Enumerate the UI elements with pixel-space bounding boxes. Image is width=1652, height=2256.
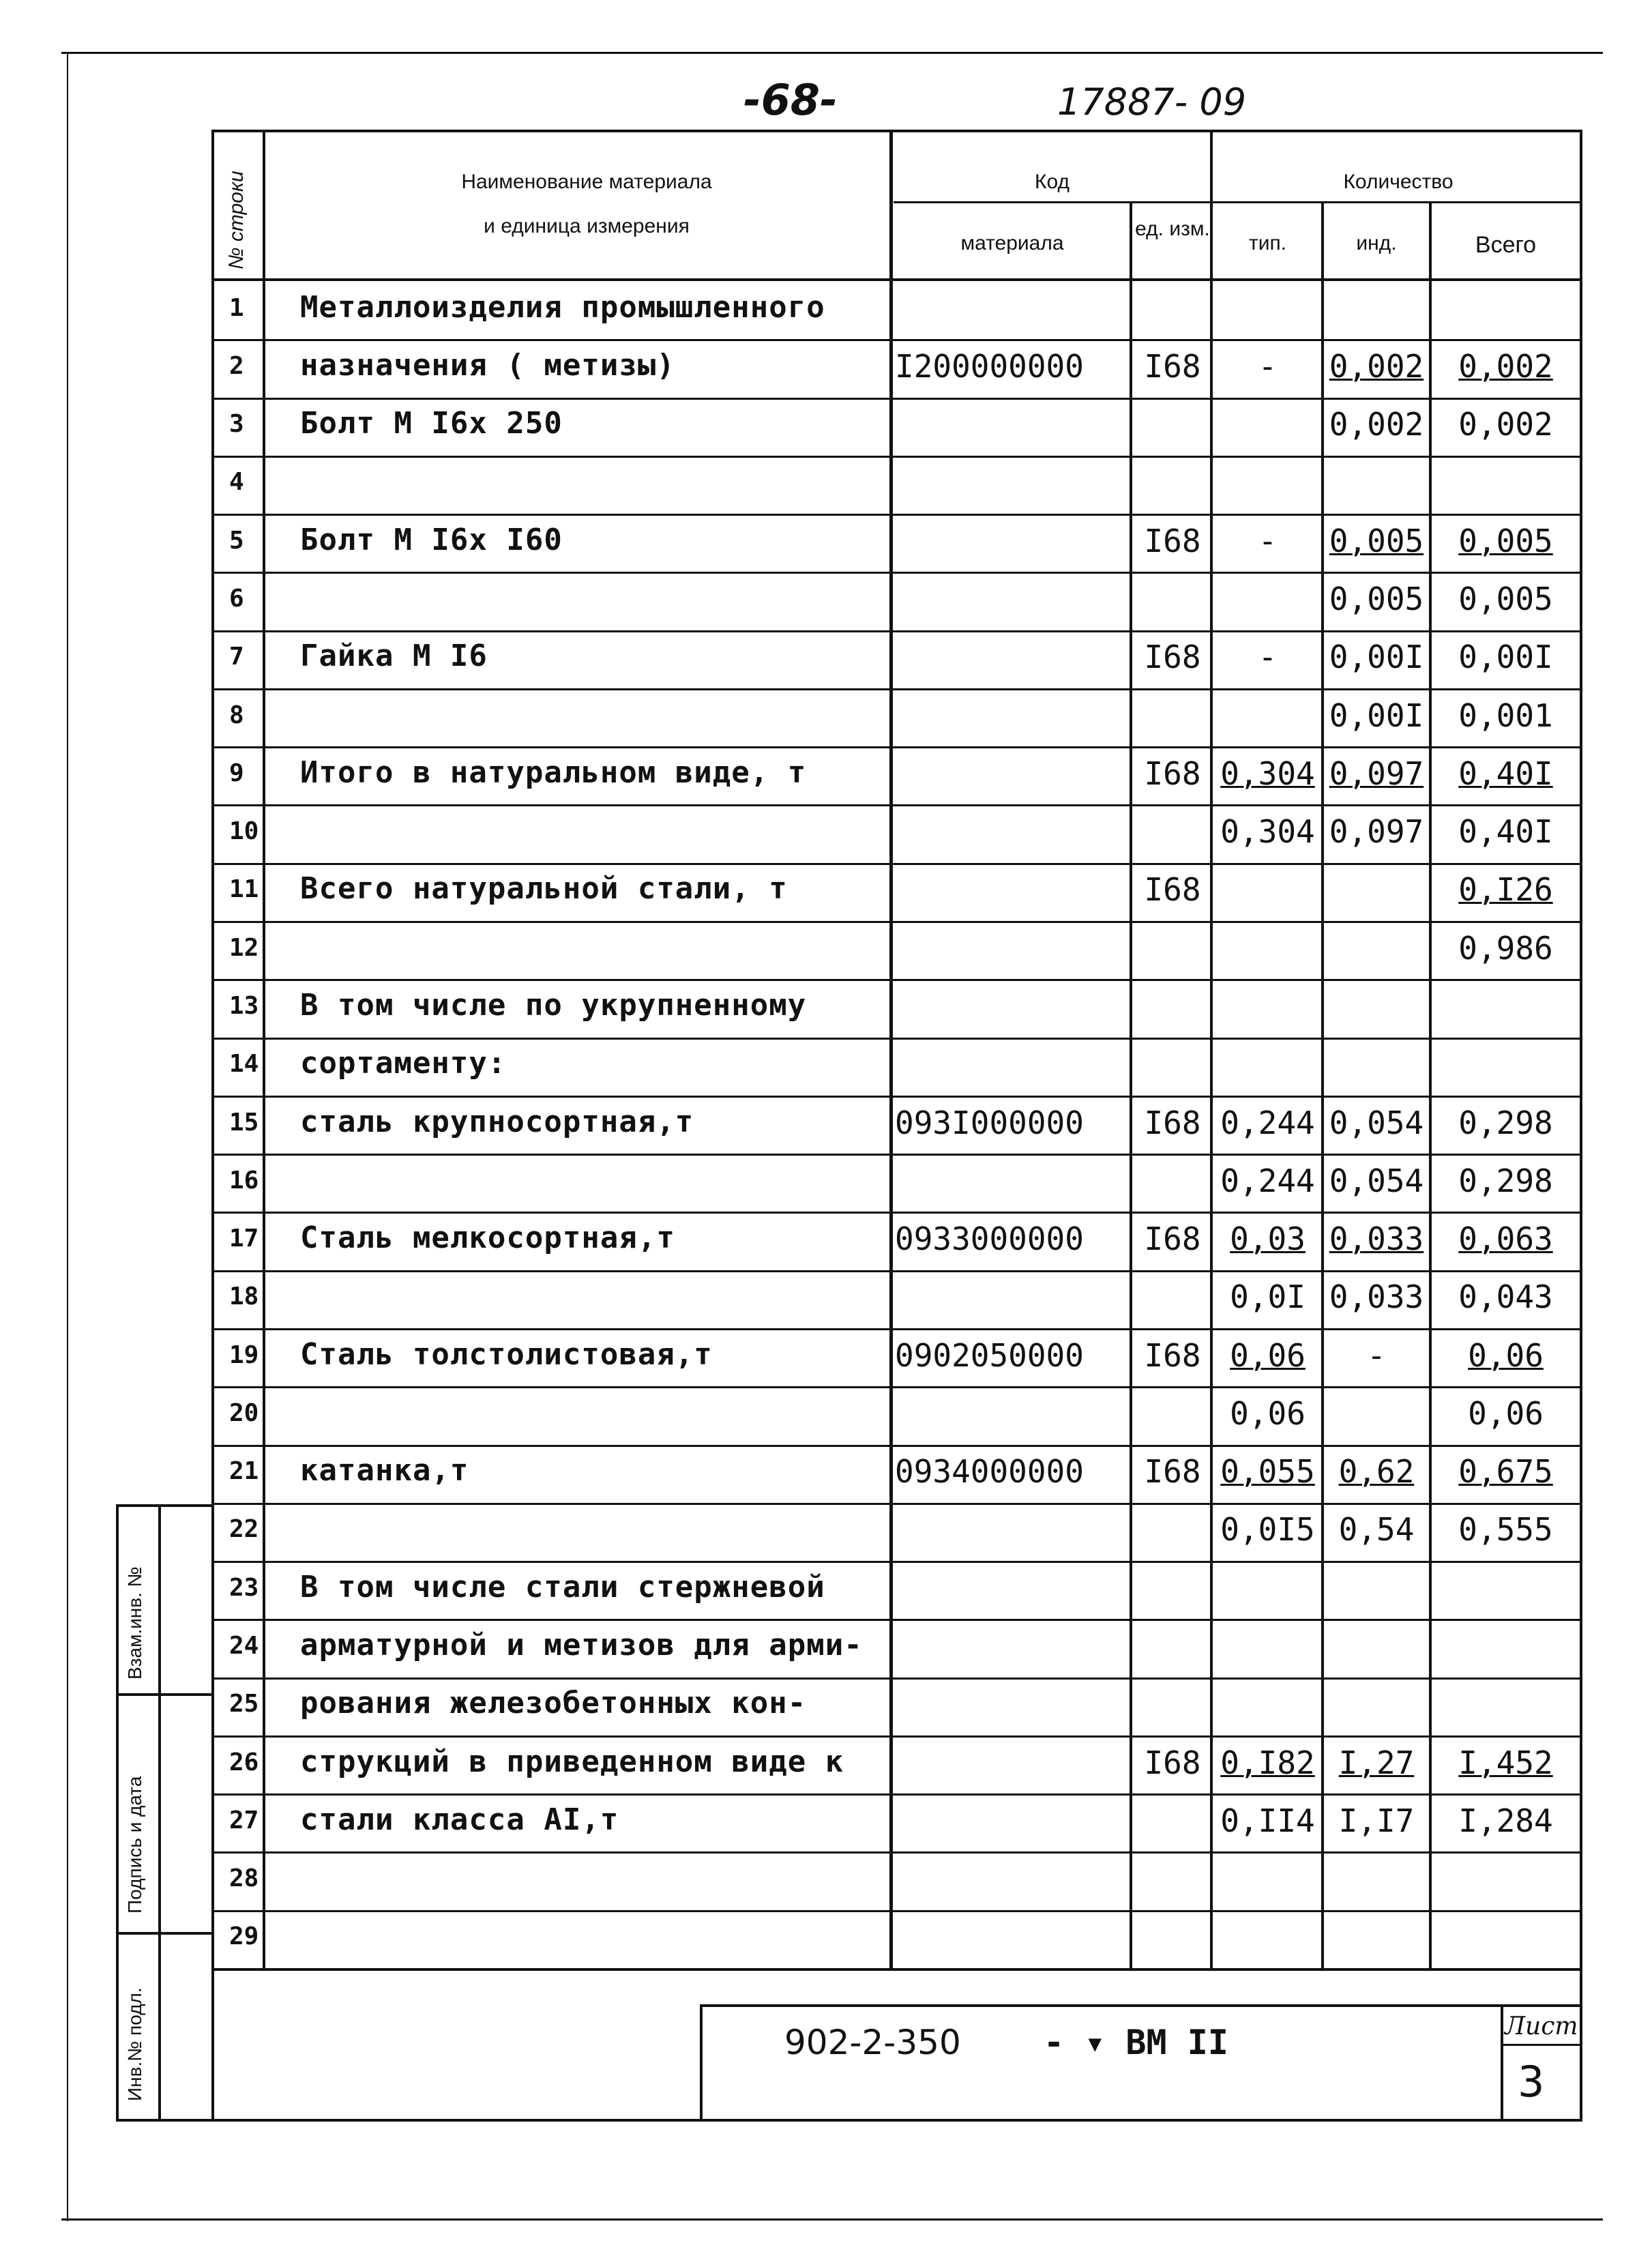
row-number: 5 — [229, 527, 244, 555]
qty-ind: 0,005 — [1329, 581, 1424, 617]
row-number: 12 — [229, 934, 259, 962]
qty-typ: 0,II4 — [1220, 1802, 1315, 1839]
row-separator — [211, 1154, 1582, 1156]
qty-typ: 0,03 — [1230, 1220, 1306, 1257]
row-number: 14 — [229, 1050, 259, 1078]
header-typ: тип. — [1248, 232, 1287, 254]
qty-typ: - — [1258, 639, 1278, 675]
stamp-doc-suffix: - ▾ ВМ II — [1044, 2023, 1228, 2062]
material-code: 0933000000 — [895, 1220, 1084, 1257]
row-number: 18 — [229, 1283, 259, 1310]
stamp-sheet-label: Лист — [1505, 2012, 1578, 2040]
qty-ind: 0,097 — [1329, 755, 1424, 792]
qty-total: 0,002 — [1458, 406, 1553, 443]
row-number: 16 — [229, 1167, 259, 1195]
row-number: 13 — [229, 992, 259, 1020]
row-separator — [211, 514, 1582, 516]
material-name: Металлоизделия промышленного — [300, 290, 825, 325]
row-number: 26 — [229, 1748, 259, 1776]
row-number: 29 — [229, 1922, 259, 1950]
row-separator — [211, 1561, 1582, 1563]
row-separator — [211, 1678, 1582, 1680]
row-separator — [211, 1445, 1582, 1447]
header-material: материала — [960, 232, 1064, 254]
material-code: I200000000 — [895, 348, 1084, 385]
qty-typ: 0,0I — [1230, 1278, 1306, 1315]
row-number: 7 — [229, 643, 244, 671]
row-separator — [211, 688, 1582, 690]
row-number: 1 — [229, 294, 244, 322]
header-ind: инд. — [1356, 232, 1397, 254]
row-separator — [211, 1851, 1582, 1854]
material-name: В том числе по укрупненному — [300, 988, 807, 1023]
unit-code: I68 — [1144, 523, 1201, 559]
header-row-number: № строки — [225, 171, 248, 269]
unit-code: I68 — [1144, 871, 1201, 908]
row-number: 23 — [229, 1574, 259, 1602]
row-separator — [211, 746, 1582, 748]
side-label-inv-podl: Инв.№ подл. — [124, 1987, 145, 2101]
qty-typ: 0,0I5 — [1220, 1511, 1315, 1548]
material-code: 0934000000 — [895, 1453, 1084, 1490]
qty-total: I,284 — [1458, 1802, 1553, 1839]
material-name: катанка,т — [300, 1453, 469, 1488]
page-number: -68- — [743, 75, 838, 125]
document-number: 17887- 09 — [1057, 80, 1247, 123]
row-separator — [211, 1503, 1582, 1505]
row-number: 10 — [229, 817, 259, 845]
qty-ind: 0,097 — [1329, 813, 1424, 850]
qty-ind: 0,054 — [1329, 1104, 1424, 1141]
material-name: Сталь толстолистовая,т — [300, 1337, 713, 1372]
header-name-line2: и единица измерения — [484, 215, 690, 237]
row-number: 6 — [229, 585, 244, 613]
unit-code: I68 — [1144, 1453, 1201, 1490]
row-number: 4 — [229, 468, 244, 496]
unit-code: I68 — [1144, 1220, 1201, 1257]
qty-total: 0,043 — [1458, 1278, 1553, 1315]
material-name: Всего натуральной стали, т — [300, 871, 788, 906]
unit-code: I68 — [1144, 1337, 1201, 1374]
qty-typ: 0,304 — [1220, 813, 1315, 850]
row-separator — [211, 1910, 1582, 1912]
header-quantity: Количество — [1343, 171, 1454, 193]
stamp-sheet-number: 3 — [1518, 2057, 1545, 2107]
qty-ind: 0,033 — [1329, 1220, 1424, 1257]
bottom-border-line — [61, 2218, 1603, 2221]
qty-total: 0,986 — [1458, 930, 1553, 967]
row-separator — [211, 921, 1582, 923]
qty-ind: 0,54 — [1338, 1511, 1415, 1548]
row-separator — [211, 1619, 1582, 1621]
qty-total: 0,675 — [1458, 1453, 1553, 1490]
qty-total: 0,002 — [1458, 348, 1553, 385]
row-number: 27 — [229, 1806, 259, 1834]
qty-typ: 0,244 — [1220, 1162, 1315, 1199]
qty-ind: 0,00I — [1329, 697, 1424, 734]
row-number: 11 — [229, 875, 259, 903]
qty-total: 0,555 — [1458, 1511, 1553, 1548]
stamp-doc-code: 902-2-350 — [784, 2023, 961, 2062]
row-number: 15 — [229, 1109, 259, 1137]
material-name: Сталь мелкосортная,т — [300, 1220, 675, 1255]
qty-typ: 0,06 — [1230, 1395, 1306, 1432]
qty-total: 0,40I — [1458, 755, 1553, 792]
material-code: 0902050000 — [895, 1337, 1084, 1374]
qty-total: 0,001 — [1458, 697, 1553, 734]
qty-typ: 0,06 — [1230, 1337, 1306, 1374]
header-unit: ед. изм. — [1135, 218, 1210, 240]
qty-ind: - — [1367, 1337, 1386, 1374]
qty-total: 0,I26 — [1458, 871, 1553, 908]
material-name: рования железобетонных кон- — [300, 1686, 807, 1720]
row-number: 19 — [229, 1341, 259, 1369]
unit-code: I68 — [1144, 1104, 1201, 1141]
side-label-sign-date: Подпись и дата — [124, 1776, 145, 1914]
qty-total: 0,06 — [1468, 1337, 1544, 1374]
qty-typ: - — [1258, 348, 1278, 385]
row-separator — [211, 456, 1582, 458]
row-separator — [211, 1096, 1582, 1098]
row-separator — [211, 630, 1582, 632]
qty-typ: 0,I82 — [1220, 1744, 1315, 1781]
row-separator — [211, 863, 1582, 865]
qty-total: 0,298 — [1458, 1162, 1553, 1199]
qty-ind: 0,054 — [1329, 1162, 1424, 1199]
header-name-line1: Наименование материала — [461, 171, 712, 193]
qty-ind: 0,005 — [1329, 523, 1424, 559]
row-separator — [211, 339, 1582, 341]
header-total: Всего — [1475, 232, 1537, 258]
qty-ind: 0,002 — [1329, 348, 1424, 385]
row-separator — [211, 1212, 1582, 1214]
top-border-line — [61, 52, 1603, 54]
row-number: 17 — [229, 1225, 259, 1252]
material-name: струкций в приведенном виде к — [300, 1744, 844, 1779]
material-name: стали класса АI,т — [300, 1802, 619, 1837]
material-name: назначения ( метизы) — [300, 348, 675, 383]
qty-total: I,452 — [1458, 1744, 1553, 1781]
qty-typ: 0,304 — [1220, 755, 1315, 792]
row-separator — [211, 804, 1582, 806]
row-number: 25 — [229, 1690, 259, 1718]
row-number: 21 — [229, 1457, 259, 1485]
material-name: Болт М I6х I60 — [300, 523, 563, 557]
qty-typ: - — [1258, 523, 1278, 559]
header-code: Код — [1034, 171, 1070, 193]
qty-total: 0,298 — [1458, 1104, 1553, 1141]
left-border-line — [67, 52, 68, 2221]
row-separator — [211, 1386, 1582, 1388]
qty-total: 0,005 — [1458, 523, 1553, 559]
row-separator — [211, 1270, 1582, 1272]
unit-code: I68 — [1144, 1744, 1201, 1781]
row-number: 9 — [229, 759, 244, 787]
qty-ind: I,27 — [1338, 1744, 1415, 1781]
row-separator — [211, 979, 1582, 981]
row-number: 8 — [229, 701, 244, 729]
qty-total: 0,40I — [1458, 813, 1553, 850]
qty-total: 0,06 — [1468, 1395, 1544, 1432]
qty-typ: 0,055 — [1220, 1453, 1315, 1490]
row-number: 22 — [229, 1515, 259, 1543]
row-separator — [211, 398, 1582, 400]
row-number: 20 — [229, 1399, 259, 1427]
row-separator — [211, 1328, 1582, 1330]
unit-code: I68 — [1144, 348, 1201, 385]
material-name: Итого в натуральном виде, т — [300, 755, 807, 790]
material-code: 093I000000 — [895, 1104, 1084, 1141]
qty-total: 0,063 — [1458, 1220, 1553, 1257]
row-number: 2 — [229, 352, 244, 380]
qty-total: 0,005 — [1458, 581, 1553, 617]
material-name: Гайка М I6 — [300, 639, 488, 673]
row-separator — [211, 1793, 1582, 1796]
qty-ind: 0,00I — [1329, 639, 1424, 675]
row-separator — [211, 1038, 1582, 1040]
material-name: сортаменту: — [300, 1046, 507, 1081]
row-number: 28 — [229, 1864, 259, 1892]
unit-code: I68 — [1144, 639, 1201, 675]
material-name: сталь крупносортная,т — [300, 1104, 694, 1139]
row-separator — [211, 1735, 1582, 1738]
row-number: 24 — [229, 1632, 259, 1660]
material-name: Болт М I6х 250 — [300, 406, 563, 441]
material-name: арматурной и метизов для арми- — [300, 1628, 863, 1662]
qty-typ: 0,244 — [1220, 1104, 1315, 1141]
row-number: 3 — [229, 410, 244, 438]
unit-code: I68 — [1144, 755, 1201, 792]
qty-ind: I,I7 — [1338, 1802, 1415, 1839]
qty-ind: 0,002 — [1329, 406, 1424, 443]
row-separator — [211, 572, 1582, 574]
material-name: В том числе стали стержневой — [300, 1570, 825, 1605]
side-label-vzam-inv: Взам.инв. № — [124, 1566, 145, 1680]
qty-ind: 0,033 — [1329, 1278, 1424, 1315]
qty-ind: 0,62 — [1338, 1453, 1415, 1490]
qty-total: 0,00I — [1458, 639, 1553, 675]
